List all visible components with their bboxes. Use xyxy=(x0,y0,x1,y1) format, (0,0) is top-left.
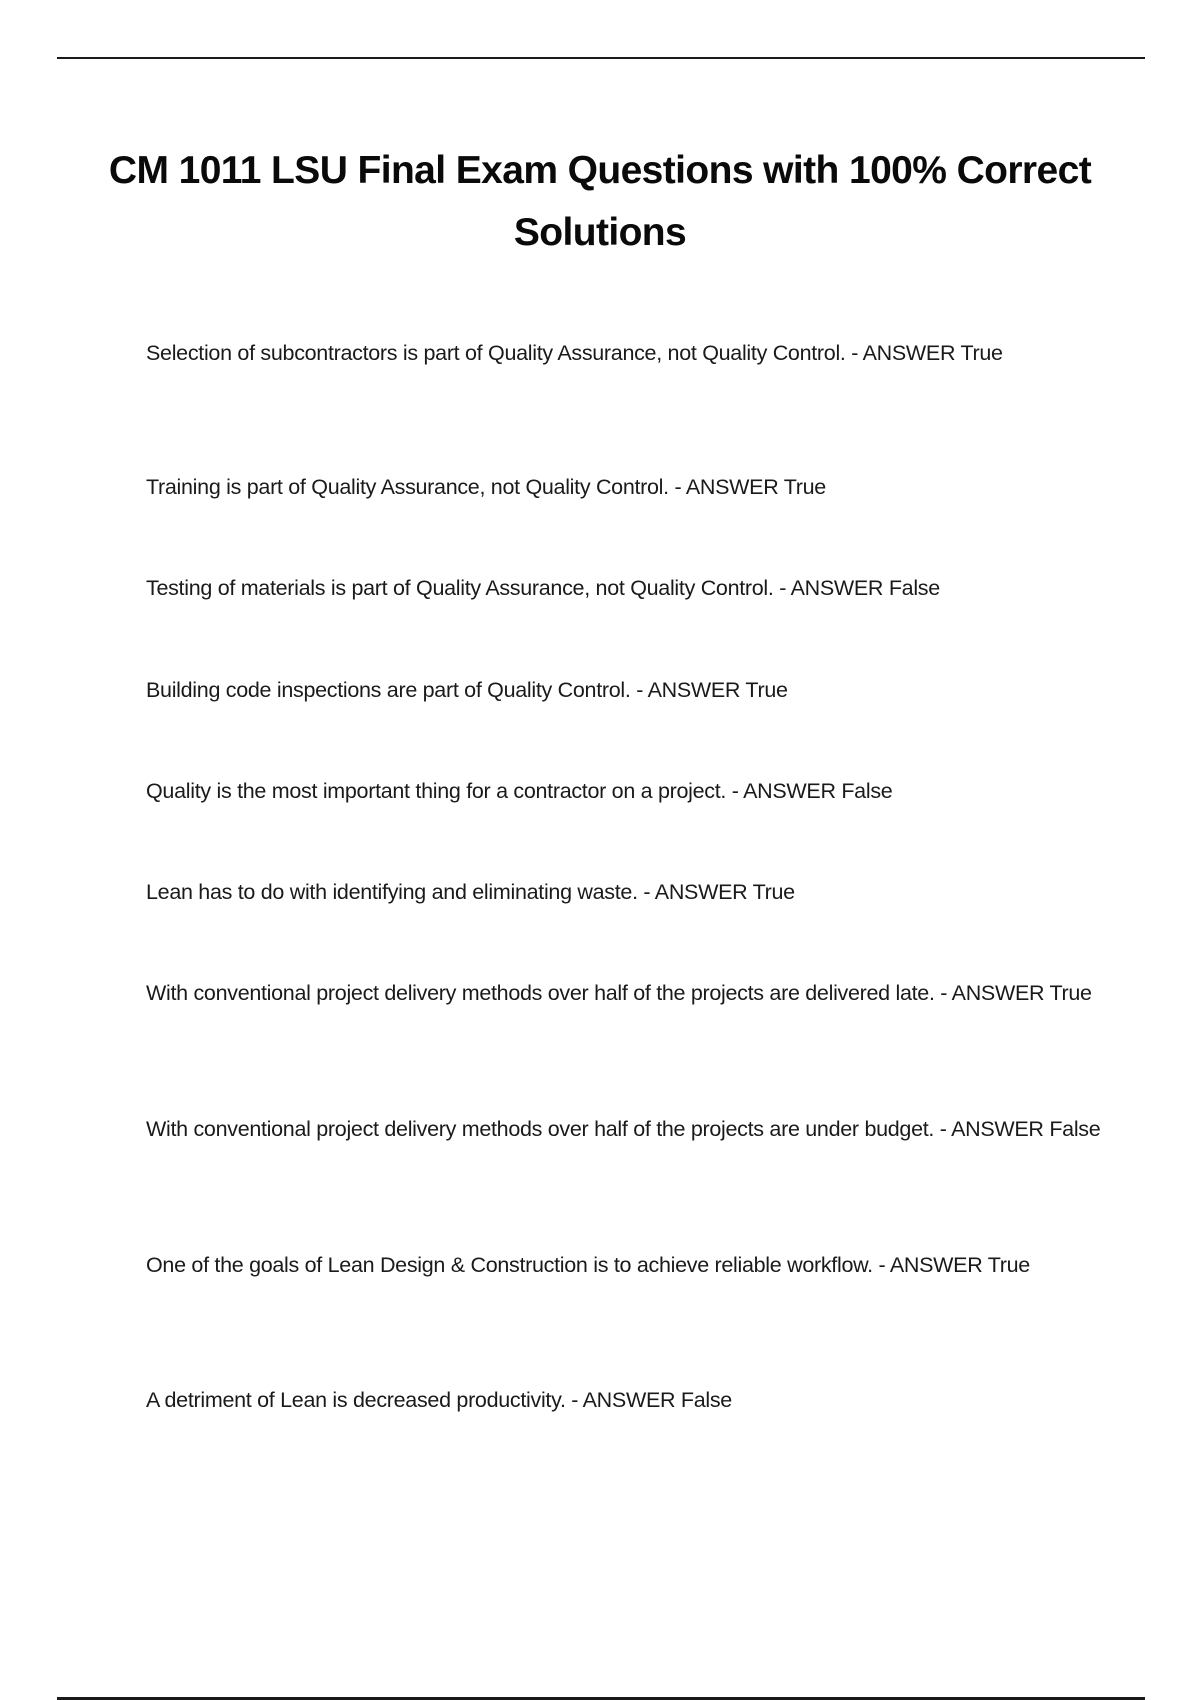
document-title: CM 1011 LSU Final Exam Questions with 100% Correct Solutions xyxy=(108,149,1092,254)
qa-item-4: Building code inspections are part of Quality Control. - ANSWER True xyxy=(146,678,788,702)
qa-item-10: A detriment of Lean is decreased productivity. - ANSWER False xyxy=(146,1388,732,1412)
qa-item-1: Selection of subcontractors is part of Quality Assurance, not Quality Control. - ANSWER True xyxy=(146,341,1003,365)
qa-item-8: With conventional project delivery methods over half of the projects are under budget. - ANSWER False xyxy=(146,1117,1101,1141)
qa-item-2: Training is part of Quality Assurance, not Quality Control. - ANSWER True xyxy=(146,475,826,499)
qa-item-6: Lean has to do with identifying and eliminating waste. - ANSWER True xyxy=(146,880,795,904)
qa-item-7: With conventional project delivery methods over half of the projects are delivered late. - ANSWER True xyxy=(146,981,1092,1005)
qa-item-3: Testing of materials is part of Quality Assurance, not Quality Control. - ANSWER False xyxy=(146,576,940,600)
qa-item-5: Quality is the most important thing for a contractor on a project. - ANSWER False xyxy=(146,779,893,803)
qa-item-9: One of the goals of Lean Design & Construction is to achieve reliable workflow. - ANSWER True xyxy=(146,1253,1030,1277)
header-rule xyxy=(57,57,1145,59)
